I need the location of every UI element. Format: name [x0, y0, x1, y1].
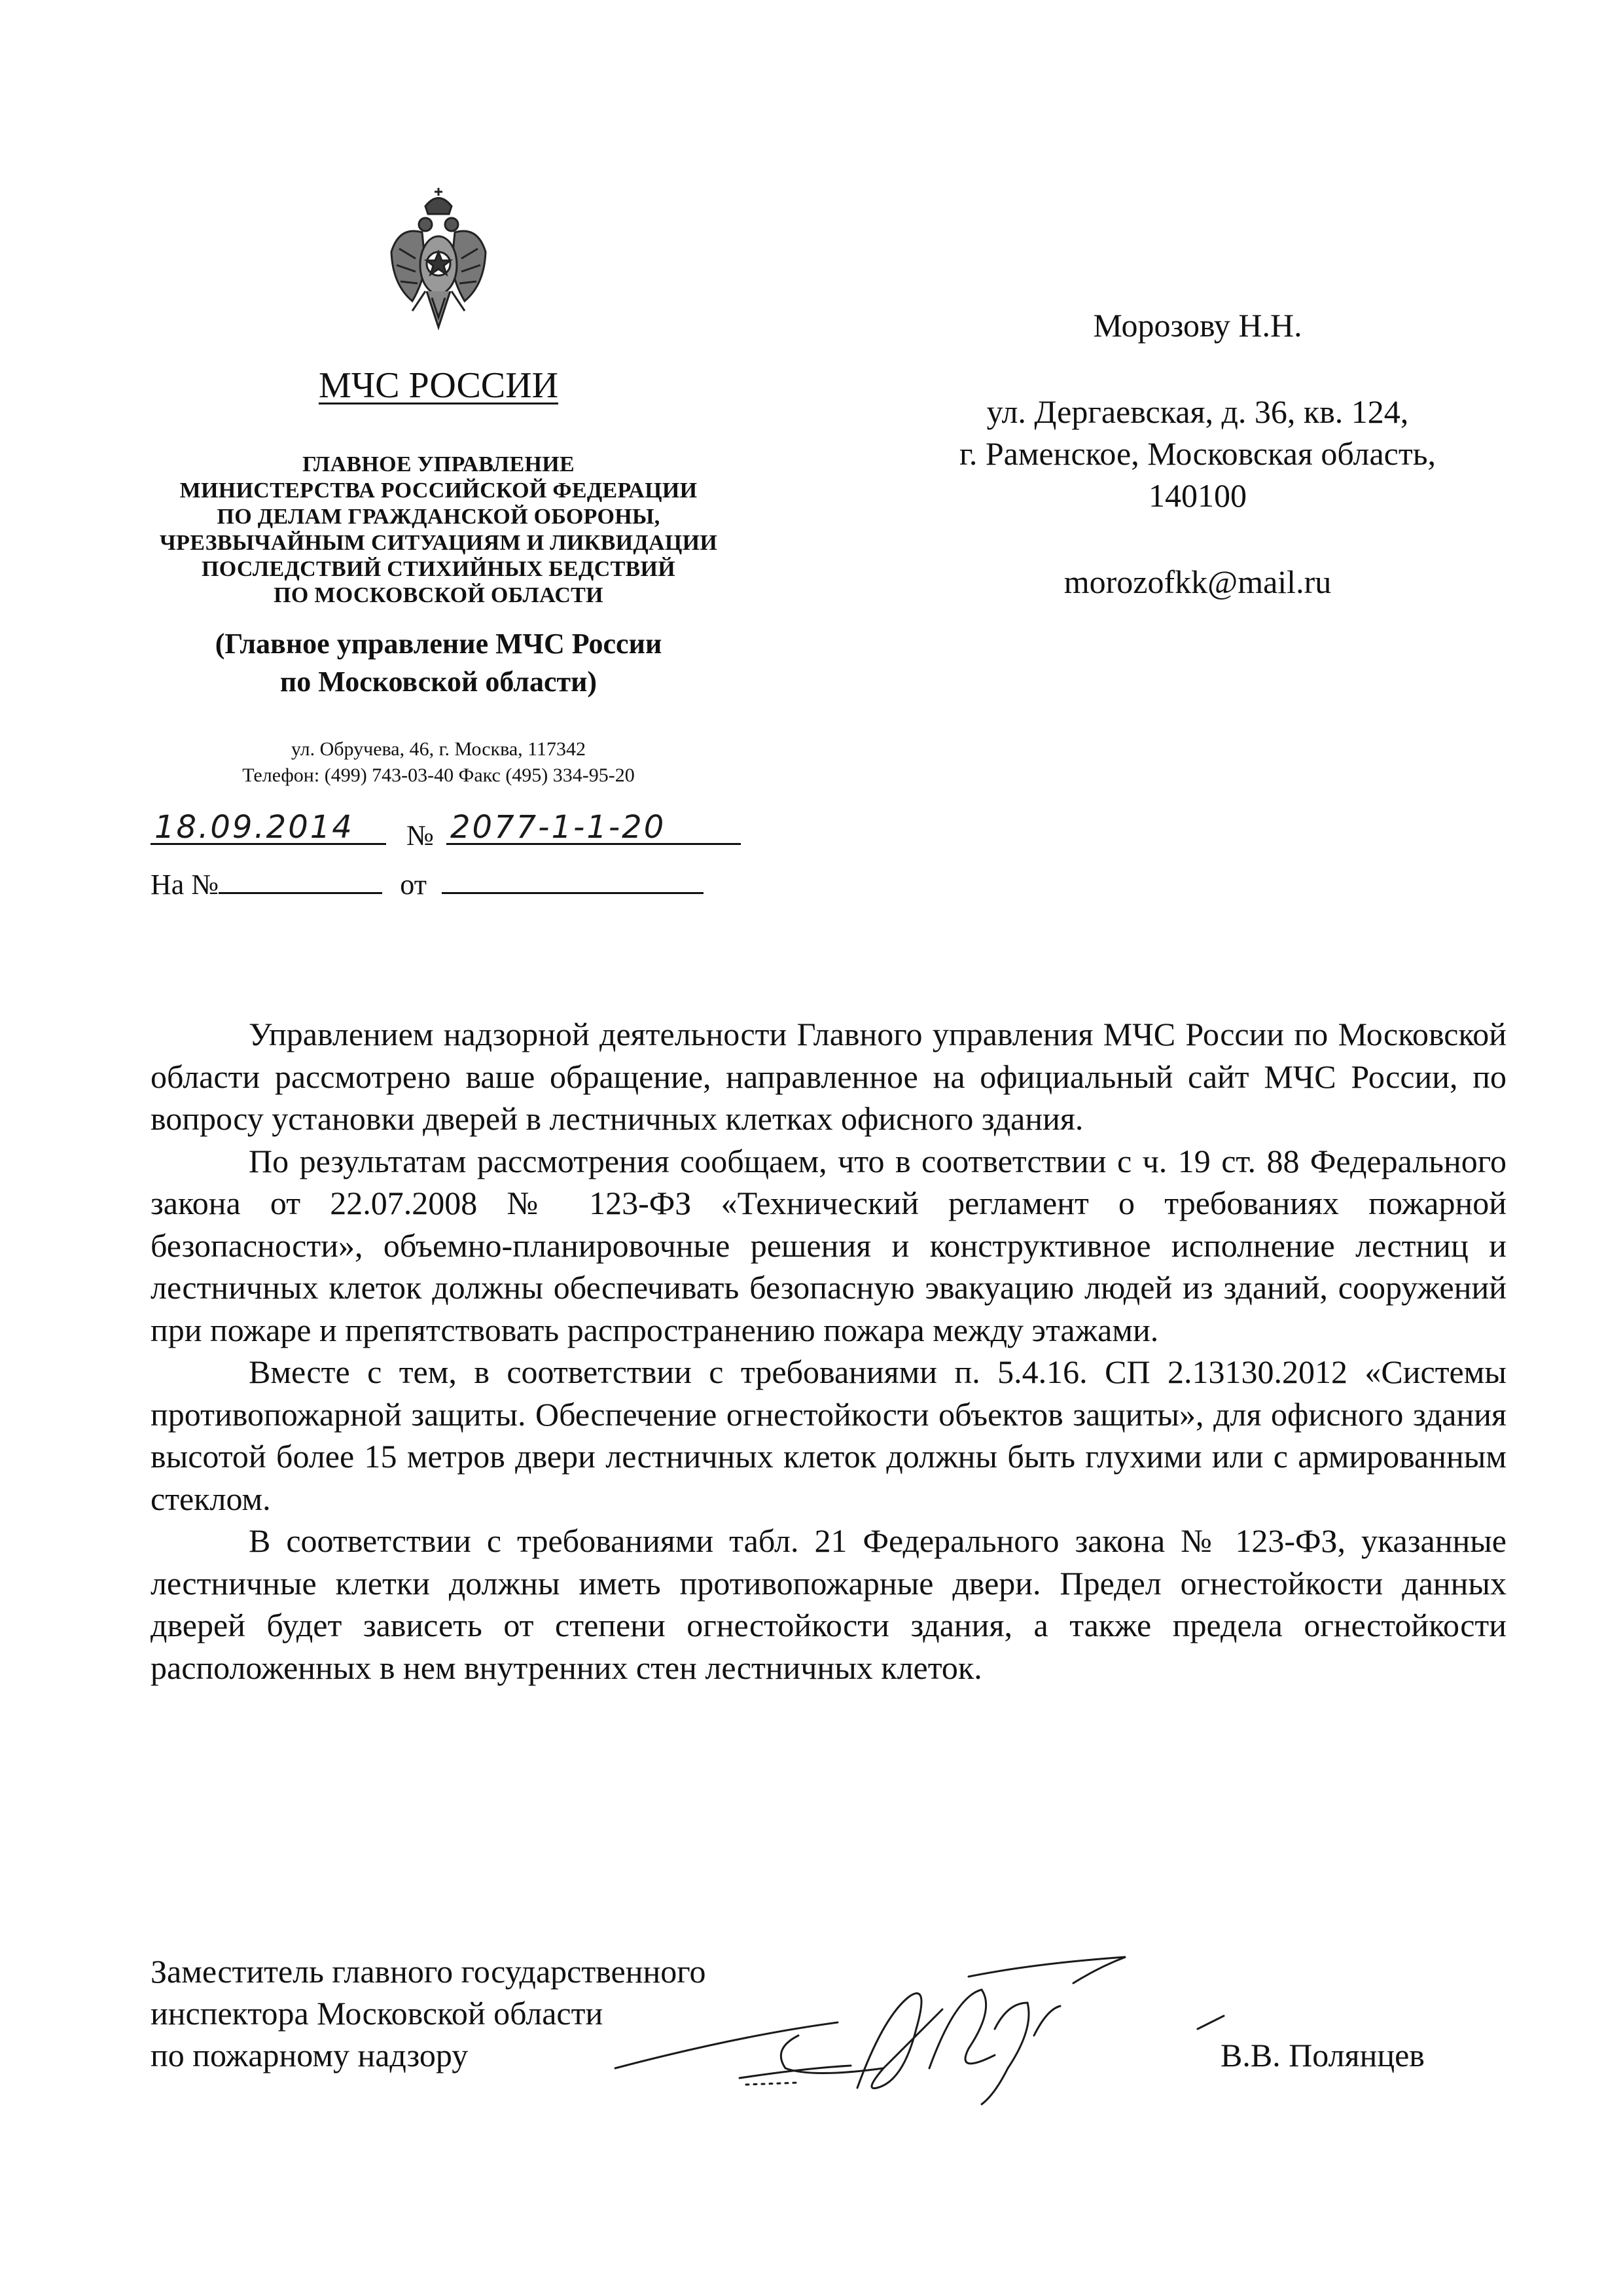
org-contacts: [118, 736, 759, 789]
signer-title-line: по пожарному надзору: [151, 2037, 469, 2073]
recipient-name: Морозову Н.Н.: [1093, 307, 1302, 344]
handwritten-date: 18.09.2014: [154, 809, 354, 846]
org-full-name: [118, 452, 759, 609]
org-full-name-line: ПО МОСКОВСКОЙ ОБЛАСТИ: [274, 583, 603, 607]
letter-body: [151, 1013, 1507, 1689]
org-name: МЧС РОССИИ: [318, 365, 559, 406]
org-short-name-line: (Главное управление МЧС России: [215, 628, 662, 660]
handwritten-number: 2077-1-1-20: [450, 809, 666, 846]
date-field: [151, 809, 386, 846]
recipient-email: morozofkk@mail.ru: [1063, 564, 1332, 600]
from-field: [442, 861, 704, 894]
number-label: №: [406, 819, 434, 852]
body-paragraph: Управлением надзорной деятельности Главного управления МЧС России по Московской области рассмотрено ваше обращение, направленное на официальный сайт МЧС России, по вопросу установки дверей в лестничных клетках офисного здания.: [151, 1016, 1507, 1137]
from-label: от: [400, 869, 427, 901]
org-short-name: [118, 625, 759, 701]
ref-field: [219, 861, 382, 894]
signer-title-line: Заместитель главного государственного: [151, 1953, 706, 1990]
org-short-name-line: по Московской области): [279, 666, 597, 698]
org-full-name-line: ПО ДЕЛАМ ГРАЖДАНСКОЙ ОБОРОНЫ,: [217, 505, 660, 529]
ref-label: На №: [151, 869, 219, 901]
org-full-name-line: МИНИСТЕРСТВА РОССИЙСКОЙ ФЕДЕРАЦИИ: [179, 478, 698, 503]
org-full-name-line: ПОСЛЕДСТВИЙ СТИХИЙНЫХ БЕДСТВИЙ: [201, 557, 676, 581]
body-paragraph: Вместе с тем, в соответствии с требованиями п. 5.4.16. СП 2.13130.2012 «Системы противопожарной защиты. Обеспечение огнестойкости объектов защиты», для офисного здания высотой более 15 метров двери лестничных клеток должны быть глухими или с армированным стеклом.: [151, 1354, 1507, 1517]
emblem-icon: [386, 187, 491, 337]
signer-title-line: инспектора Московской области: [151, 1995, 603, 2032]
recipient-block: [903, 304, 1492, 603]
body-paragraph: По результатам рассмотрения сообщаем, что в соответствии с ч. 19 ст. 88 Федерального закона от 22.07.2008 № 123-ФЗ «Технический регламент о требованиях пожарной безопасности», объемно-планировочные решения и конструктивное исполнение лестниц и лестничных клеток должны обеспечивать безопасную эвакуацию людей из зданий, сооружений при пожаре и препятствовать распространению пожара между этажами.: [151, 1142, 1507, 1348]
signer-name: В.В. Полянцев: [1221, 2037, 1425, 2073]
reference-row: [151, 861, 704, 903]
org-address: ул. Обручева, 46, г. Москва, 117342: [291, 738, 586, 760]
org-full-name-line: ЧРЕЗВЫЧАЙНЫМ СИТУАЦИЯМ И ЛИКВИДАЦИИ: [159, 531, 718, 555]
registration-row: [151, 809, 741, 854]
recipient-address-line: ул. Дергаевская, д. 36, кв. 124,: [986, 393, 1409, 430]
body-paragraph: В соответствии с требованиями табл. 21 Федерального закона № 123-ФЗ, указанные лестничные клетки должны иметь противопожарные двери. Предел огнестойкости данных дверей будет зависеть от степени огнестойкости здания, а также предела огнестойкости расположенных в нем внутренних стен лестничных клеток.: [151, 1522, 1507, 1686]
recipient-postcode: 140100: [1149, 477, 1247, 514]
org-full-name-line: ГЛАВНОЕ УПРАВЛЕНИЕ: [302, 452, 575, 476]
signature-icon: [576, 1937, 1257, 2108]
number-field: [446, 809, 741, 846]
recipient-address-line: г. Раменское, Московская область,: [959, 435, 1436, 472]
org-phones: Телефон: (499) 743-03-40 Факс (495) 334-95-20: [242, 764, 635, 786]
